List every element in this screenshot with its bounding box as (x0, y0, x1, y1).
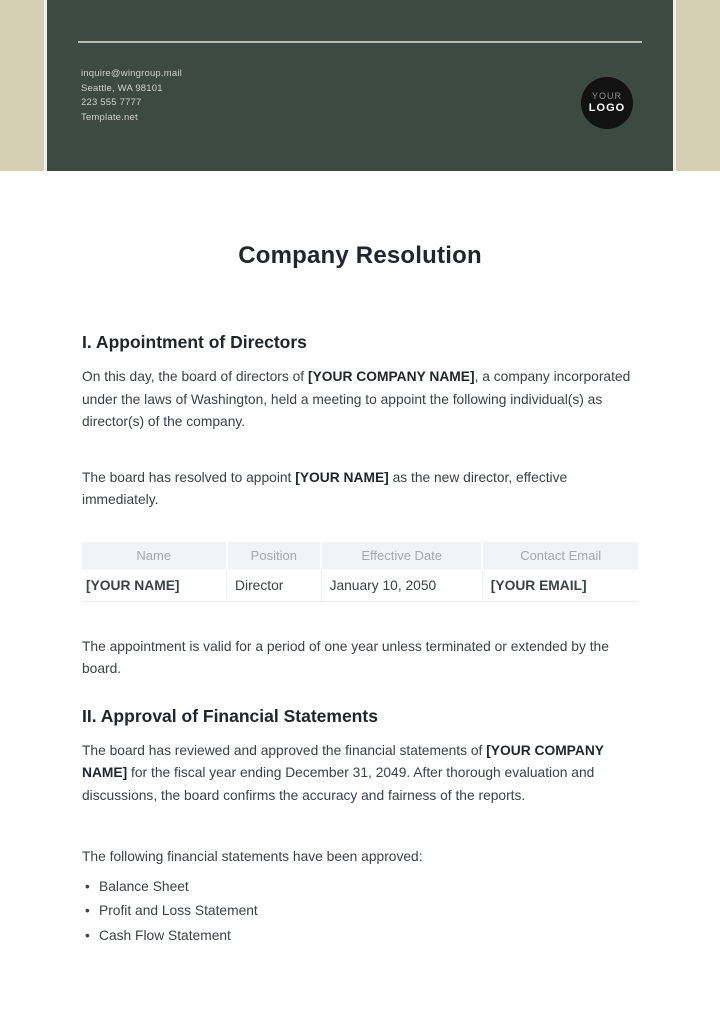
directors-table-row (82, 569, 638, 601)
contact-block (81, 67, 642, 125)
column-header-effective-date: Effective Date (321, 542, 482, 570)
section-1-paragraph-1 (82, 366, 638, 434)
contact-address: Seattle, WA 98101 (81, 82, 163, 94)
paragraph-text: , a company incorporated under the laws of Washington, held a meeting to appoint the following individual(s) as director(s) of the company. (82, 369, 631, 429)
section-1-heading: I. Appointment of Directors (82, 332, 307, 352)
document-content (0, 242, 720, 948)
paragraph-text: The board has resolved to appoint (82, 469, 296, 485)
approved-statements-list (82, 875, 638, 949)
directors-table (82, 542, 638, 602)
contact-phone: 223 555 7777 (81, 97, 142, 108)
company-logo (581, 77, 633, 129)
column-header-contact-email: Contact Email (482, 542, 638, 570)
document-title: Company Resolution (238, 242, 482, 269)
letterhead-rule (78, 41, 642, 43)
contact-website: Template.net (81, 111, 138, 123)
section-2-heading: II. Approval of Financial Statements (82, 705, 378, 726)
letterhead-green-panel (47, 0, 673, 171)
logo-text-your: YOUR (591, 91, 622, 101)
cell-name: [YOUR NAME] (82, 569, 227, 601)
paragraph-text: for the fiscal year ending December 31, 2049. After thorough evaluation and discussions, the board confirms the accuracy and fairness of the reports. (82, 765, 595, 803)
placeholder-your-name: [YOUR NAME] (295, 469, 389, 485)
cell-position: Director (227, 569, 322, 601)
directors-table-header-row (82, 542, 638, 570)
cell-contact-email: [YOUR EMAIL] (482, 569, 638, 601)
logo-text-logo: LOGO (588, 102, 626, 114)
cell-effective-date: January 10, 2050 (321, 569, 482, 601)
paragraph-text: as the new director, effective immediately. (82, 469, 568, 507)
placeholder-company-name: [YOUR COMPANY NAME] (307, 369, 475, 384)
letterhead-left-beige-bar (0, 0, 44, 171)
contact-email: inquire@wingroup.mail (81, 68, 182, 79)
column-header-position: Position (227, 542, 322, 570)
placeholder-company-name: [YOUR COMPANY NAME] (82, 742, 604, 780)
column-header-name: Name (82, 542, 227, 570)
list-item-cash-flow: • Cash Flow Statement (82, 924, 638, 949)
list-item-profit-and-loss: • Profit and Loss Statement (82, 899, 638, 924)
paragraph-text: The board has reviewed and approved the financial statements of (82, 742, 487, 758)
section-appointment-of-directors (82, 331, 638, 681)
section-1-paragraph-3: The appointment is valid for a period of one year unless terminated or extended by the board. (82, 638, 609, 676)
list-item-balance-sheet: • Balance Sheet (82, 875, 638, 900)
section-1-paragraph-2 (82, 467, 638, 512)
letterhead (0, 0, 720, 171)
section-2-paragraph-1 (82, 740, 638, 808)
letterhead-right-beige-bar (676, 0, 720, 171)
section-approval-of-financial-statements (82, 705, 638, 949)
paragraph-text: On this day, the board of directors of (82, 369, 308, 384)
section-2-paragraph-2: The following financial statements have been approved: (82, 849, 423, 864)
